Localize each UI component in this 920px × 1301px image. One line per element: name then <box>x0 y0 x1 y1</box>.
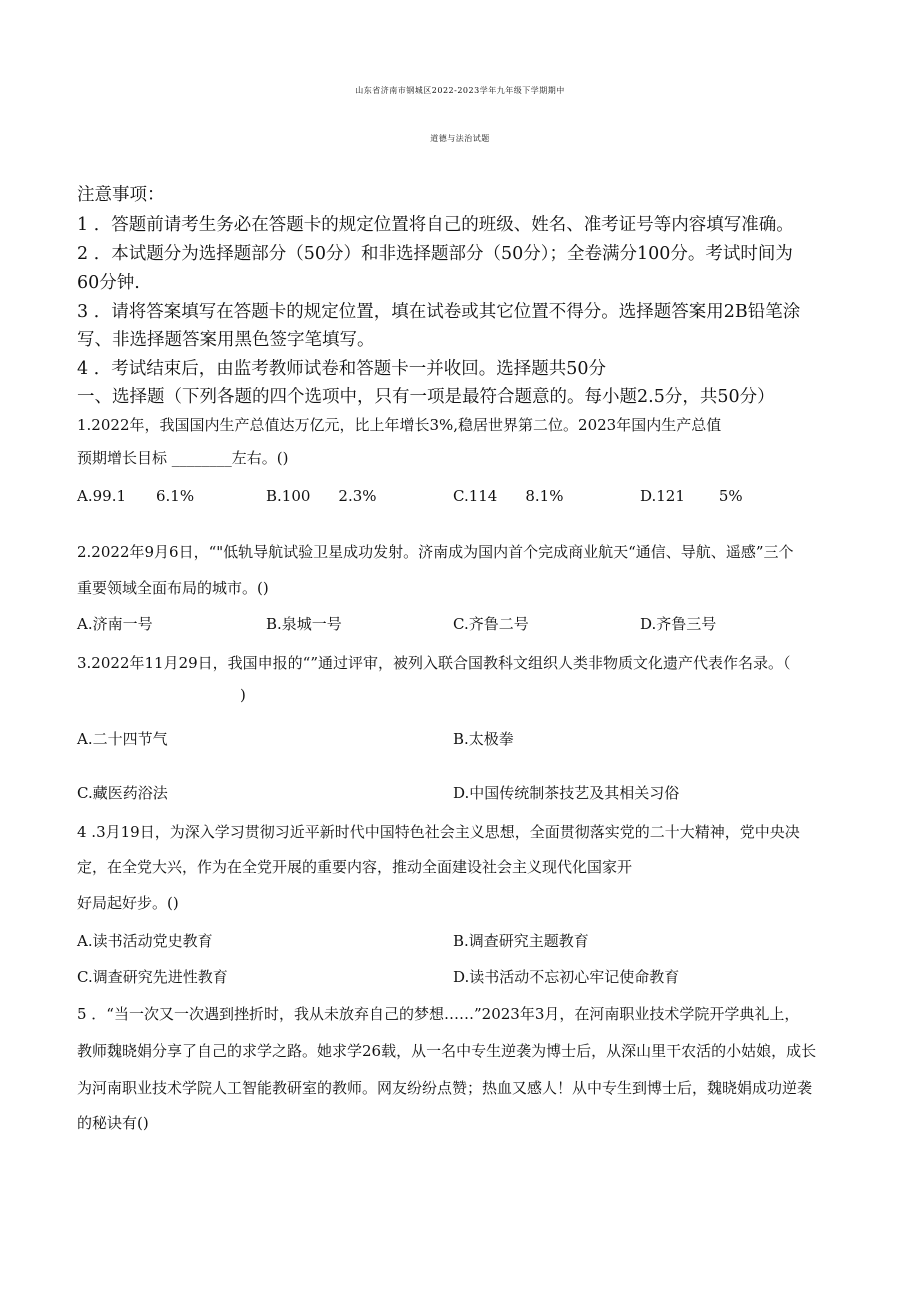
question-5-stem-cont: 教师魏晓娟分享了自己的求学之路。她求学26载，从一名中专生逆袭为博士后，从深山里干农活的小姑娘，成长 <box>77 1042 817 1060</box>
question-1-stem-cont: 预期增长目标 ________左右。() <box>77 449 289 467</box>
question-4-stem: 4 .3月19日，为深入学习贯彻习近平新时代中国特色社会主义思想，全面贯彻落实党的二十大精神，党中央决 <box>77 823 800 841</box>
notice-line-3: 3 ．请将答案填写在答题卡的规定位置，填在试卷或其它位置不得分。选择题答案用2B铅笔涂 <box>77 302 801 322</box>
q2-option-d: D.齐鲁三号 <box>640 615 717 633</box>
q3-option-b: B.太极拳 <box>453 730 514 748</box>
notice-line-4: 4 ．考试结束后，由监考教师试卷和答题卡一并收回。选择题共50分 <box>77 359 606 379</box>
notice-line-1: 1 ．答题前请考生务必在答题卡的规定位置将自己的班级、姓名、准考证号等内容填写准确。 <box>77 215 794 235</box>
question-5-stem-cont-3: 的秘诀有() <box>77 1114 149 1132</box>
notice-heading: 注意事项： <box>77 185 165 205</box>
q4-option-b: B.调查研究主题教育 <box>453 932 589 950</box>
notice-line-2: 2 ．本试题分为选择题部分（50分）和非选择题部分（50分）；全卷满分100分。考试时间为 <box>77 244 793 264</box>
question-4-stem-cont-2: 好局起好步。() <box>77 894 179 912</box>
question-5-stem: 5 ．“当一次又一次遇到挫折时，我从未放弃自己的梦想……”2023年3月，在河南职业技术学院开学典礼上， <box>77 1005 800 1023</box>
q1-option-b: B.100 2.3% <box>266 487 377 505</box>
question-3-stem: 3.2022年11月29日，我国申报的“”通过评审，被列入联合国教科文组织人类非物质文化遗产代表作名录。（ <box>77 654 791 672</box>
q2-option-b: B.泉城一号 <box>266 615 342 633</box>
q3-option-a: A.二十四节气 <box>77 730 168 748</box>
q2-option-a: A.济南一号 <box>77 615 153 633</box>
exam-title-line2: 道德与法治试题 <box>430 134 490 143</box>
q1-option-c: C.114 8.1% <box>453 487 564 505</box>
q4-option-c: C.调查研究先进性教育 <box>77 968 228 986</box>
q3-option-d: D.中国传统制茶技艺及其相关习俗 <box>453 784 680 802</box>
q1-option-d: D.121 5% <box>640 487 743 505</box>
question-2-stem-cont: 重要领域全面布局的城市。() <box>77 579 269 597</box>
question-2-stem: 2.2022年9月6日，“"低轨导航试验卫星成功发射。济南成为国内首个完成商业航天“通信、导航、遥感”三个 <box>77 543 794 561</box>
notice-line-2-cont: 60分钟. <box>77 273 140 293</box>
question-1-stem: 1.2022年，我国国内生产总值达万亿元，比上年增长3%,稳居世界第二位。2023年国内生产总值 <box>77 416 722 434</box>
q1-option-a: A.99.1 6.1% <box>77 487 195 505</box>
q4-option-a: A.读书活动党史教育 <box>77 932 213 950</box>
exam-title-line1: 山东省济南市钢城区2022-2023学年九年级下学期期中 <box>355 86 565 95</box>
question-5-stem-cont-2: 为河南职业技术学院人工智能教研室的教师。网友纷纷点赞；热血又感人！从中专生到博士后，魏晓娟成功逆袭 <box>77 1079 813 1097</box>
notice-line-3-cont: 写、非选择题答案用黑色签字笔填写。 <box>77 330 375 350</box>
q2-option-c: C.齐鲁二号 <box>453 615 529 633</box>
q3-option-c: C.藏医药浴法 <box>77 784 168 802</box>
q4-option-d: D.读书活动不忘初心牢记使命教育 <box>453 968 680 986</box>
section-heading: 一、选择题（下列各题的四个选项中，只有一项是最符合题意的。每小题2.5分，共50分） <box>77 387 775 407</box>
question-4-stem-cont: 定，在全党大兴，作为在全党开展的重要内容，推动全面建设社会主义现代化国家开 <box>77 858 633 876</box>
question-3-stem-cont: ) <box>240 686 246 704</box>
